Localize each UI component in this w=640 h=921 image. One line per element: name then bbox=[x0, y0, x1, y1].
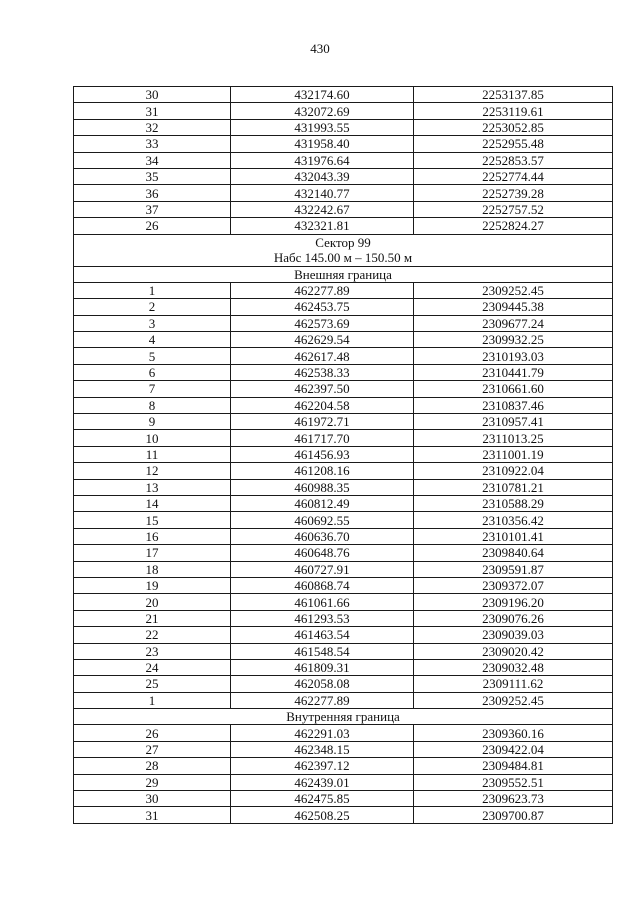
table-row bbox=[74, 119, 613, 135]
point-number-cell: 5 bbox=[74, 348, 231, 364]
table-row bbox=[74, 397, 613, 413]
y-coordinate-cell: 2310588.29 bbox=[414, 495, 613, 511]
point-number-cell: 20 bbox=[74, 594, 231, 610]
table-row bbox=[74, 610, 613, 626]
point-number-cell: 37 bbox=[74, 201, 231, 217]
y-coordinate-cell: 2310193.03 bbox=[414, 348, 613, 364]
point-number-cell: 28 bbox=[74, 758, 231, 774]
y-coordinate-cell: 2309623.73 bbox=[414, 791, 613, 807]
outer-boundary-header-text: Внешняя граница bbox=[294, 266, 392, 282]
x-coordinate-cell: 432072.69 bbox=[231, 103, 414, 119]
point-number-cell: 13 bbox=[74, 479, 231, 495]
point-number-cell: 16 bbox=[74, 528, 231, 544]
table-row bbox=[74, 332, 613, 348]
y-coordinate-cell: 2309932.25 bbox=[414, 332, 613, 348]
y-coordinate-cell: 2309252.45 bbox=[414, 282, 613, 298]
y-coordinate-cell: 2309552.51 bbox=[414, 774, 613, 790]
y-coordinate-cell: 2253137.85 bbox=[414, 87, 613, 103]
x-coordinate-cell: 432321.81 bbox=[231, 218, 414, 234]
x-coordinate-cell: 461293.53 bbox=[231, 610, 414, 626]
point-number-cell: 9 bbox=[74, 414, 231, 430]
x-coordinate-cell: 462439.01 bbox=[231, 774, 414, 790]
point-number-cell: 19 bbox=[74, 577, 231, 593]
y-coordinate-cell: 2309840.64 bbox=[414, 545, 613, 561]
y-coordinate-cell: 2309076.26 bbox=[414, 610, 613, 626]
y-coordinate-cell: 2311013.25 bbox=[414, 430, 613, 446]
point-number-cell: 11 bbox=[74, 446, 231, 462]
point-number-cell: 6 bbox=[74, 364, 231, 380]
table-row bbox=[74, 446, 613, 462]
x-coordinate-cell: 462508.25 bbox=[231, 807, 414, 823]
point-number-cell: 10 bbox=[74, 430, 231, 446]
x-coordinate-cell: 462291.03 bbox=[231, 725, 414, 741]
x-coordinate-cell: 460868.74 bbox=[231, 577, 414, 593]
sector-header-text: Набс 145.00 м – 150.50 м bbox=[273, 250, 413, 266]
x-coordinate-cell: 462277.89 bbox=[231, 282, 414, 298]
point-number-cell: 31 bbox=[74, 103, 231, 119]
point-number-cell: 17 bbox=[74, 545, 231, 561]
inner-boundary-header bbox=[74, 709, 613, 725]
x-coordinate-cell: 431958.40 bbox=[231, 136, 414, 152]
y-coordinate-cell: 2309360.16 bbox=[414, 725, 613, 741]
sector-header bbox=[74, 234, 613, 266]
outer-boundary-header-row bbox=[74, 266, 613, 282]
point-number-cell: 33 bbox=[74, 136, 231, 152]
point-number-cell: 21 bbox=[74, 610, 231, 626]
table-row bbox=[74, 218, 613, 234]
table-row bbox=[74, 627, 613, 643]
y-coordinate-cell: 2309591.87 bbox=[414, 561, 613, 577]
y-coordinate-cell: 2310922.04 bbox=[414, 463, 613, 479]
coordinates-table-body bbox=[74, 87, 613, 824]
table-row bbox=[74, 381, 613, 397]
point-number-cell: 31 bbox=[74, 807, 231, 823]
table-row bbox=[74, 659, 613, 675]
table-row bbox=[74, 676, 613, 692]
point-number-cell: 36 bbox=[74, 185, 231, 201]
point-number-cell: 30 bbox=[74, 87, 231, 103]
sector-header-row bbox=[74, 234, 613, 266]
x-coordinate-cell: 460648.76 bbox=[231, 545, 414, 561]
table-row bbox=[74, 463, 613, 479]
table-row bbox=[74, 741, 613, 757]
y-coordinate-cell: 2310356.42 bbox=[414, 512, 613, 528]
point-number-cell: 14 bbox=[74, 495, 231, 511]
point-number-cell: 15 bbox=[74, 512, 231, 528]
page-number: 430 bbox=[310, 41, 330, 56]
x-coordinate-cell: 460812.49 bbox=[231, 495, 414, 511]
x-coordinate-cell: 462397.50 bbox=[231, 381, 414, 397]
point-number-cell: 22 bbox=[74, 627, 231, 643]
point-number-cell: 7 bbox=[74, 381, 231, 397]
x-coordinate-cell: 462348.15 bbox=[231, 741, 414, 757]
x-coordinate-cell: 462573.69 bbox=[231, 315, 414, 331]
sector-header-text: Сектор 99 bbox=[315, 235, 371, 251]
point-number-cell: 1 bbox=[74, 692, 231, 708]
x-coordinate-cell: 462277.89 bbox=[231, 692, 414, 708]
x-coordinate-cell: 462538.33 bbox=[231, 364, 414, 380]
y-coordinate-cell: 2309039.03 bbox=[414, 627, 613, 643]
table-row bbox=[74, 758, 613, 774]
x-coordinate-cell: 462475.85 bbox=[231, 791, 414, 807]
table-row bbox=[74, 774, 613, 790]
point-number-cell: 26 bbox=[74, 725, 231, 741]
x-coordinate-cell: 461972.71 bbox=[231, 414, 414, 430]
x-coordinate-cell: 460727.91 bbox=[231, 561, 414, 577]
table-row bbox=[74, 577, 613, 593]
x-coordinate-cell: 432043.39 bbox=[231, 168, 414, 184]
x-coordinate-cell: 461463.54 bbox=[231, 627, 414, 643]
y-coordinate-cell: 2252853.57 bbox=[414, 152, 613, 168]
table-row bbox=[74, 528, 613, 544]
x-coordinate-cell: 461208.16 bbox=[231, 463, 414, 479]
x-coordinate-cell: 460636.70 bbox=[231, 528, 414, 544]
y-coordinate-cell: 2252955.48 bbox=[414, 136, 613, 152]
point-number-cell: 29 bbox=[74, 774, 231, 790]
table-row bbox=[74, 185, 613, 201]
point-number-cell: 30 bbox=[74, 791, 231, 807]
table-row bbox=[74, 168, 613, 184]
table-row bbox=[74, 807, 613, 823]
x-coordinate-cell: 432174.60 bbox=[231, 87, 414, 103]
x-coordinate-cell: 462453.75 bbox=[231, 299, 414, 315]
point-number-cell: 24 bbox=[74, 659, 231, 675]
y-coordinate-cell: 2309372.07 bbox=[414, 577, 613, 593]
y-coordinate-cell: 2309445.38 bbox=[414, 299, 613, 315]
table-row bbox=[74, 201, 613, 217]
x-coordinate-cell: 461717.70 bbox=[231, 430, 414, 446]
y-coordinate-cell: 2252739.28 bbox=[414, 185, 613, 201]
y-coordinate-cell: 2310957.41 bbox=[414, 414, 613, 430]
table-row bbox=[74, 103, 613, 119]
y-coordinate-cell: 2309196.20 bbox=[414, 594, 613, 610]
point-number-cell: 4 bbox=[74, 332, 231, 348]
x-coordinate-cell: 462629.54 bbox=[231, 332, 414, 348]
y-coordinate-cell: 2253052.85 bbox=[414, 119, 613, 135]
point-number-cell: 27 bbox=[74, 741, 231, 757]
x-coordinate-cell: 432242.67 bbox=[231, 201, 414, 217]
x-coordinate-cell: 462204.58 bbox=[231, 397, 414, 413]
table-row bbox=[74, 348, 613, 364]
x-coordinate-cell: 462058.08 bbox=[231, 676, 414, 692]
y-coordinate-cell: 2309252.45 bbox=[414, 692, 613, 708]
y-coordinate-cell: 2309677.24 bbox=[414, 315, 613, 331]
table-row bbox=[74, 87, 613, 103]
point-number-cell: 2 bbox=[74, 299, 231, 315]
y-coordinate-cell: 2310101.41 bbox=[414, 528, 613, 544]
point-number-cell: 1 bbox=[74, 282, 231, 298]
x-coordinate-cell: 461548.54 bbox=[231, 643, 414, 659]
table-row bbox=[74, 282, 613, 298]
table-row bbox=[74, 495, 613, 511]
x-coordinate-cell: 461456.93 bbox=[231, 446, 414, 462]
x-coordinate-cell: 460692.55 bbox=[231, 512, 414, 528]
point-number-cell: 12 bbox=[74, 463, 231, 479]
x-coordinate-cell: 462617.48 bbox=[231, 348, 414, 364]
y-coordinate-cell: 2309700.87 bbox=[414, 807, 613, 823]
table-row bbox=[74, 594, 613, 610]
point-number-cell: 8 bbox=[74, 397, 231, 413]
point-number-cell: 18 bbox=[74, 561, 231, 577]
y-coordinate-cell: 2310441.79 bbox=[414, 364, 613, 380]
y-coordinate-cell: 2253119.61 bbox=[414, 103, 613, 119]
table-row bbox=[74, 299, 613, 315]
table-row bbox=[74, 643, 613, 659]
y-coordinate-cell: 2252824.27 bbox=[414, 218, 613, 234]
y-coordinate-cell: 2310661.60 bbox=[414, 381, 613, 397]
table-row bbox=[74, 791, 613, 807]
table-row bbox=[74, 725, 613, 741]
table-row bbox=[74, 414, 613, 430]
point-number-cell: 35 bbox=[74, 168, 231, 184]
outer-boundary-header bbox=[74, 266, 613, 282]
x-coordinate-cell: 460988.35 bbox=[231, 479, 414, 495]
y-coordinate-cell: 2311001.19 bbox=[414, 446, 613, 462]
table-row bbox=[74, 152, 613, 168]
y-coordinate-cell: 2309111.62 bbox=[414, 676, 613, 692]
table-row bbox=[74, 315, 613, 331]
x-coordinate-cell: 462397.12 bbox=[231, 758, 414, 774]
table-row bbox=[74, 512, 613, 528]
table-row bbox=[74, 430, 613, 446]
y-coordinate-cell: 2252774.44 bbox=[414, 168, 613, 184]
y-coordinate-cell: 2310781.21 bbox=[414, 479, 613, 495]
point-number-cell: 3 bbox=[74, 315, 231, 331]
point-number-cell: 34 bbox=[74, 152, 231, 168]
point-number-cell: 25 bbox=[74, 676, 231, 692]
table-row bbox=[74, 545, 613, 561]
x-coordinate-cell: 431993.55 bbox=[231, 119, 414, 135]
x-coordinate-cell: 461809.31 bbox=[231, 659, 414, 675]
table-row bbox=[74, 561, 613, 577]
inner-boundary-header-row bbox=[74, 709, 613, 725]
x-coordinate-cell: 461061.66 bbox=[231, 594, 414, 610]
point-number-cell: 26 bbox=[74, 218, 231, 234]
y-coordinate-cell: 2310837.46 bbox=[414, 397, 613, 413]
table-row bbox=[74, 479, 613, 495]
y-coordinate-cell: 2252757.52 bbox=[414, 201, 613, 217]
y-coordinate-cell: 2309032.48 bbox=[414, 659, 613, 675]
point-number-cell: 32 bbox=[74, 119, 231, 135]
x-coordinate-cell: 431976.64 bbox=[231, 152, 414, 168]
y-coordinate-cell: 2309422.04 bbox=[414, 741, 613, 757]
inner-boundary-header-text: Внутренняя граница bbox=[286, 709, 400, 725]
y-coordinate-cell: 2309484.81 bbox=[414, 758, 613, 774]
x-coordinate-cell: 432140.77 bbox=[231, 185, 414, 201]
table-row bbox=[74, 692, 613, 708]
table-row bbox=[74, 136, 613, 152]
point-number-cell: 23 bbox=[74, 643, 231, 659]
coordinates-table bbox=[73, 86, 613, 824]
y-coordinate-cell: 2309020.42 bbox=[414, 643, 613, 659]
table-row bbox=[74, 364, 613, 380]
